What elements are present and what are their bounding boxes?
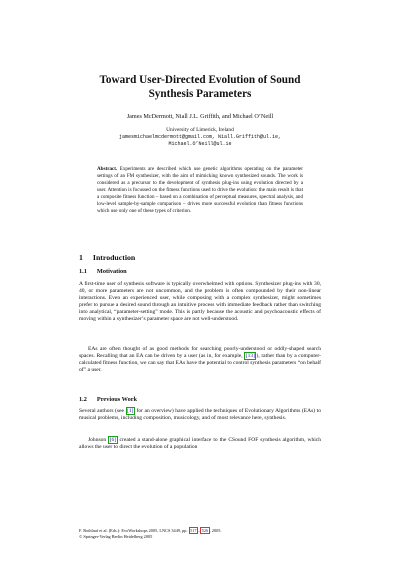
paragraph-motivation-1: A first-time user of synthesis software is typically overwhelmed with options. Synthesizer plug-ins with 30, 40, or more parameters are not uncommon, and the problem is often compounded by their non-linear interactions. Even an experienced user, while composing with a complex synthesizer, might sometimes prefer to pursue a desired sound through an intuitive process with immediate feedback rather than switching into analytical, “parameter-setting” mode. This is partly because the acoustic and psychoacoustic effects of moving within a synthesizer’s parameter space are not well-understood. (79, 281, 321, 323)
para2-text-a: EAs are often thought of as good methods for searching poorly-understood or oddly-shaped search spaces. Recalling that an EA can be driven by a user (as in, for example, (79, 346, 321, 360)
page-end-link[interactable]: 526 (201, 528, 209, 533)
footer-copyright-line: © Springer-Verlag Berlin Heidelberg 2005 (79, 534, 153, 539)
abstract (97, 166, 303, 215)
section-title: Introduction (92, 253, 136, 262)
citation-link[interactable]: [6] (109, 437, 117, 443)
footer-text-b: , 2005. (209, 528, 222, 533)
copyright-footer (79, 528, 321, 540)
para3-text-a: Several authors (see (79, 408, 126, 414)
subsection-number: 1.1 (79, 268, 87, 275)
subsection-heading-motivation (79, 268, 127, 275)
para4-text-a: Johnson (88, 437, 109, 443)
subsection-heading-previous-work (79, 396, 137, 403)
footer-page-separator: – (198, 528, 201, 533)
subsection-number: 1.2 (79, 396, 87, 403)
para3-text-b: for an overview) have applied the techniques of Evolutionary Algorithms (EAs) to musical problems, including composition, musicology, and of most relevance here, synthesis. (79, 408, 321, 422)
title-line-1: Toward User-Directed Evolution of Sound (99, 74, 301, 86)
abstract-label: Abstract. (97, 166, 118, 172)
emails-line-2: Michael.O’Neill@ul.ie (168, 141, 232, 147)
citation-link[interactable]: [13] (245, 353, 255, 360)
section-number: 1 (79, 253, 83, 262)
para4-text-b: created a stand-alone graphical interface to the CSound FOF synthesis algorithm, which allows the user to direct the evolution of a population (79, 437, 321, 451)
subsection-title: Previous Work (96, 396, 138, 403)
title-line-2: Synthesis Parameters (148, 88, 252, 100)
citation-link[interactable]: [1] (127, 408, 134, 414)
paragraph-motivation-2 (79, 346, 321, 374)
page-start-link[interactable]: 517 (190, 528, 197, 533)
section-heading-introduction (79, 253, 135, 262)
institution: University of Limerick, Ireland (166, 127, 234, 133)
subsection-title: Motivation (96, 268, 127, 275)
paragraph-previous-work-1 (79, 408, 321, 422)
footer-text-a: F. Rothlauf et al. (Eds.): EvoWorkshops 2005, LNCS 3449, pp. (79, 528, 189, 533)
emails-line-1: jamesmichaelmcdermott@gmail.com, Niall.Griffith@ul.ie, (118, 134, 282, 140)
abstract-text: Experiments are described which use genetic algorithms operating on the parameter settings of an FM synthesizer, with the aim of mimicking known synthesized sounds. The work is considered as a precursor to the development of synthesis plug-ins using evolution directed by a user. Attention is focussed on the fitness functions used to drive the evolution: the main result is that a composite fitness function – based on a combination of perceptual measures, spectral analysis, and low-level sample-by-sample comparison – drives more successful evolution than fitness functions which use only one of these types of criterion. (97, 166, 303, 214)
authors: James McDermott, Niall J.L. Griffith, and Michael O’Neill (126, 113, 274, 120)
paper-title (60, 73, 340, 101)
affiliation (60, 127, 340, 148)
para2-text-b: ), rather than by a computer-calculated fitness function, we can say that EAs have the potential to control synthesis parameters “on behalf of” a user. (79, 353, 321, 374)
paragraph-previous-work-2 (79, 437, 321, 451)
